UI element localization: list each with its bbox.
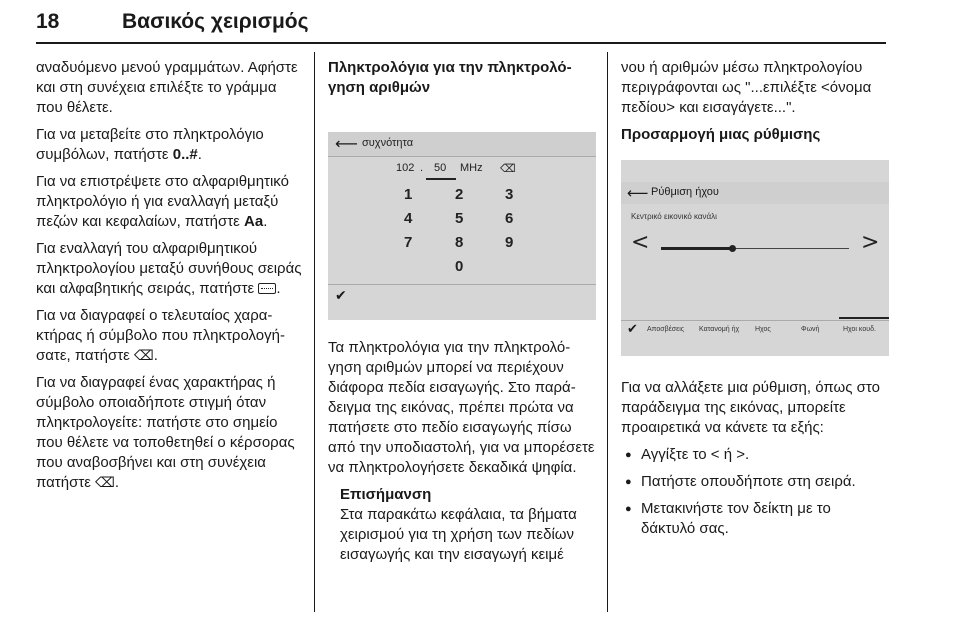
column-1 (36, 58, 304, 500)
screen-title: συχνότητα (362, 137, 414, 149)
numeric-keypad-screenshot (328, 132, 596, 320)
list-item: ● Μετακινήστε τον δείκτη με το δάκτυλό σας. (621, 499, 889, 539)
input-field-decimal[interactable]: 50 (434, 162, 447, 174)
chapter-title: Βασικός χειρισμός (122, 10, 309, 33)
check-icon[interactable]: ✔ (627, 322, 638, 337)
note-title: Επισήμανση (340, 486, 432, 503)
page-header (36, 6, 886, 46)
chevron-left-icon[interactable]: < (631, 230, 650, 255)
key-2[interactable]: 2 (455, 186, 464, 203)
key-9[interactable]: 9 (505, 234, 514, 251)
key-7[interactable]: 7 (404, 234, 413, 251)
symbol-key-label: 0..# (172, 146, 198, 163)
key-8[interactable]: 8 (455, 234, 464, 251)
key-3[interactable]: 3 (505, 186, 514, 203)
input-field-integer[interactable]: 102 (396, 162, 415, 174)
paragraph: νου ή αριθμών μέσω πληκτρολογίου περιγράφονται ως "...επιλέξτε <όνομα πεδίου> και εισαγάγετε...". (621, 59, 872, 116)
check-icon[interactable]: ✔ (335, 288, 347, 304)
header-rule (36, 42, 886, 44)
screen-title-bar (621, 182, 889, 204)
back-arrow-icon[interactable]: ⟵ (627, 184, 649, 202)
note-text: Στα παρακάτω κεφάλαια, τα βήματα χειρισμού για τη χρήση των πεδίων εισαγωγής και την εισαγωγή κειμέ (340, 506, 577, 563)
chevron-right-icon[interactable]: > (861, 230, 880, 255)
key-4[interactable]: 4 (404, 210, 413, 227)
active-tab-indicator (839, 317, 889, 319)
paragraph: Για εναλλαγή του αλφαριθμητικού πληκτρολογίου μεταξύ συνήθους σειράς και αλφαβητικής σειράς, πατήστε . (36, 240, 302, 297)
settings-tab-bar (621, 320, 889, 341)
paragraph: Για να μεταβείτε στο πληκτρολόγιο συμβόλων, πατήστε 0..#. (36, 126, 264, 163)
paragraph: Για να διαγραφεί ο τελευταίος χαρακτήρας ή σύμβολο που πληκτρολογήσατε, πατήστε ⌫. (36, 307, 285, 364)
screen-footer (328, 284, 596, 309)
column-divider-2 (607, 52, 608, 612)
column-2-lower (328, 338, 596, 565)
case-key-label: Aa (244, 213, 264, 230)
column-3-lower (621, 378, 889, 546)
screen-title: Ρύθμιση ήχου (651, 186, 719, 198)
keyboard-layout-icon (258, 283, 276, 294)
bullet-list (621, 445, 889, 539)
section-heading: Προσαρμογή μιας ρύθμισης (621, 126, 821, 143)
paragraph: Για να διαγραφεί ένας χαρακτήρας ή σύμβολο οποιαδήποτε στιγμή όταν πληκτρολογείτε: πατήστε στο σημείο που θέλετε να τοποθετηθεί ο κέρσορας που αναβοσβήνει και στη συνέχεια πατήστε ⌫. (36, 374, 295, 491)
back-arrow-icon[interactable]: ⟵ (335, 134, 358, 153)
key-0[interactable]: 0 (455, 258, 464, 275)
page-number: 18 (36, 10, 60, 33)
tab-chimes[interactable]: Ηχοι κουδ. (843, 326, 876, 333)
tab-fade[interactable]: Αποσβέσεις (647, 326, 685, 333)
slider-handle[interactable] (729, 245, 736, 252)
backspace-icon[interactable]: ⌫ (500, 162, 516, 175)
setting-label: Κεντρικό εικονικό κανάλι (631, 212, 717, 221)
column-divider-1 (314, 52, 315, 612)
note-box (340, 485, 596, 565)
backspace-icon: ⌫ (134, 348, 154, 364)
section-heading: Πληκτρολόγια για την πληκτρολόγηση αριθμών (328, 59, 572, 96)
key-1[interactable]: 1 (404, 186, 413, 203)
key-6[interactable]: 6 (505, 210, 514, 227)
unit-label: MHz (460, 162, 483, 174)
tab-sound[interactable]: Ηχος (755, 326, 771, 333)
backspace-icon: ⌫ (95, 475, 115, 491)
tab-balance[interactable]: Κατανομή ήχ (699, 326, 740, 333)
paragraph: αναδυόμενο μενού γραμμάτων. Αφήστε και στη συνέχεια επιλέξτε το γράμμα που θέλετε. (36, 59, 298, 116)
list-item: ● Πατήστε οπουδήποτε στη σειρά. (621, 472, 889, 492)
paragraph: Για να επιστρέψετε στο αλφαριθμητικό πληκτρολόγιο ή για εναλλαγή μεταξύ πεζών και κεφαλαίων, πατήστε Aa. (36, 173, 289, 230)
column-2 (328, 58, 596, 105)
key-5[interactable]: 5 (455, 210, 464, 227)
tab-voice[interactable]: Φωνή (801, 326, 820, 333)
tone-settings-screenshot (621, 160, 889, 356)
column-3 (621, 58, 889, 152)
slider-fill (661, 247, 732, 250)
list-item: ● Αγγίξτε το < ή >. (621, 445, 889, 465)
paragraph: Τα πληκτρολόγια για την πληκτρολόγηση αριθμών μπορεί να περιέχουν διάφορα πεδία εισαγωγής. Στο παράδειγμα της εικόνας, πρέπει πρώτα να πατήσετε στο πεδίο εισαγωγής πίσω από την υποδιαστολή, για να μπορέσετε να πληκτρολογήσετε δεκαδικά ψηφία. (328, 339, 595, 476)
decimal-point: . (420, 162, 424, 174)
paragraph: Για να αλλάξετε μια ρύθμιση, όπως στο παράδειγμα της εικόνας, μπορείτε προαιρετικά να κάνετε τα εξής: (621, 379, 880, 436)
